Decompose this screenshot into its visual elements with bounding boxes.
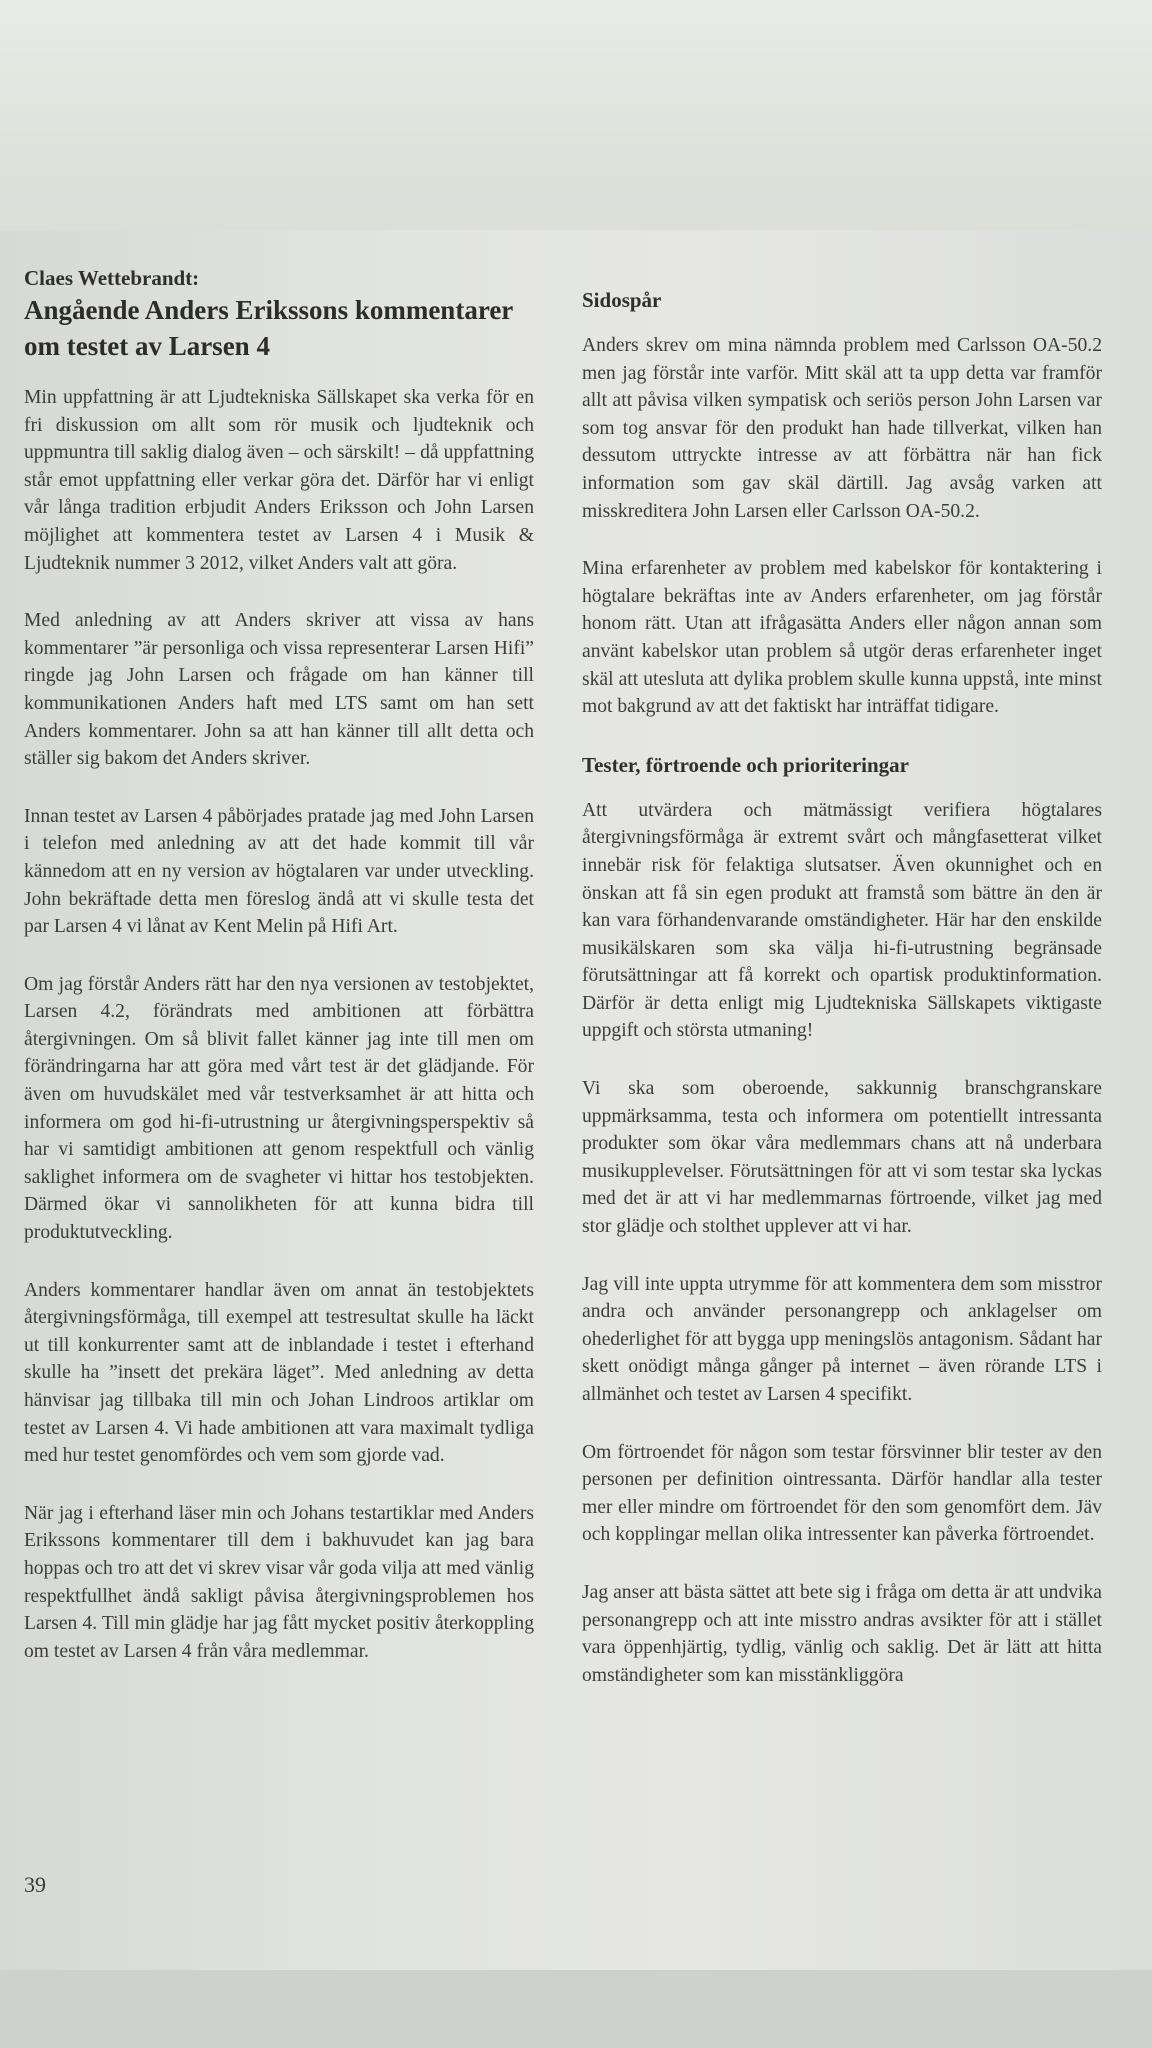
photo-background-top xyxy=(0,0,1152,230)
paragraph: Anders skrev om mina nämnda problem med Carlsson OA-50.2 men jag förstår inte varför. Mitt skäl att ta upp detta var framför allt att påvisa vilken sympatisk och seriös person John Larsen var som tog ansvar för den produkt han hade tillverkat, vilken han dessutom uttryckte intresse av att förbättra när han fick information som gav skäl därtill. Jag avsåg varken att misskreditera John Larsen eller Carlsson OA-50.2. xyxy=(582,335,1102,522)
page-number: 39 xyxy=(24,1872,46,1897)
paragraph: Om jag förstår Anders rätt har den nya versionen av testobjektet, Larsen 4.2, förändrats med ambitionen att förbättra återgivningen. Om så blivit fallet känner jag inte till men om förändringarna har att göra med vårt test är det glädjande. För även om huvudskälet med vår testverksamhet är att hitta och informera om god hi-fi-utrustning ur återgivningsperspektiv så har vi samtidigt ambitionen att genom respektfull och vänlig saklighet informera om de svagheter vi hittar hos testobjekten. Därmed ökar vi sannolikheten för att kunna bidra till produktutveckling. xyxy=(24,973,534,1244)
paragraph: Min uppfattning är att Ljudtekniska Sällskapet ska verka för en fri diskussion om allt som rör musik och ljudteknik och uppmuntra till saklig dialog även – och särskilt! – då uppfattning står emot uppfattning eller verkar göra det. Därför har vi enligt vår långa tradition erbjudit Anders Eriksson och John Larsen möjlighet att kommentera testet av Larsen 4 i Musik & Ljudteknik nummer 3 2012, vilket Anders valt att göra. xyxy=(24,387,534,574)
paragraph: Anders kommentarer handlar även om annat än testobjektets återgivningsförmåga, till exempel att testresultat skulle ha läckt ut till konkurrenter samt att de inblandade i testet i efterhand skulle ha ”insett det prekära läget”. Med anledning av detta hänvisar jag tillbaka till min och Johan Lindroos artiklar om testet av Larsen 4. Vi hade ambitionen att vara maximalt tydliga med hur testet genomfördes och vem som gjorde vad. xyxy=(24,1279,534,1467)
left-column xyxy=(24,264,534,1695)
paragraph: Mina erfarenheter av problem med kabelskor för kontaktering i högtalare bekräftas inte av Anders erfarenheter, om jag förstår honom rätt. Utan att ifrågasätta Anders eller någon annan som använt kabelskor utan problem så utgör deras erfarenheter inget skäl att utesluta att dylika problem skulle kunna uppstå, inte minst mot bakgrund av att det faktiskt har inträffat tidigare. xyxy=(582,558,1102,718)
paragraph: Vi ska som oberoende, sakkunnig branschgranskare uppmärksamma, testa och informera om potentiellt intressanta produkter som ökar våra medlemmars chans att nå underbara musikupplevelser. Förutsättningen för att vi som testar ska lyckas med det är att vi har medlemmarnas förtroende, vilket jag med stor glädje och stolthet upplever att vi har. xyxy=(582,1078,1102,1238)
paragraph: Om förtroendet för någon som testar försvinner blir tester av den personen per definition ointressanta. Därför handlar alla tester mer eller mindre om förtroendet för den som genomfört dem. Jäv och kopplingar mellan olika intressenter kan påverka förtroendet. xyxy=(582,1441,1102,1546)
section-title-tester: Tester, förtroende och prioriteringar xyxy=(582,752,909,777)
paragraph: Med anledning av att Anders skriver att vissa av hans kommentarer ”är personliga och vissa representerar Larsen Hifi” ringde jag John Larsen och frågade om han känner till kommunikationen Anders haft med LTS samt om han sett Anders kommentarer. John sa att han känner till allt detta och ställer sig bakom det Anders skriver. xyxy=(24,610,534,770)
photo-background-bottom xyxy=(0,1970,1152,2048)
article-headline: Angående Anders Erikssons kommentarer om testet av Larsen 4 xyxy=(24,295,513,361)
paragraph: Att utvärdera och mätmässigt verifiera högtalares återgivningsförmåga är extremt svårt och mångfasetterat vilket innebär risk för felaktiga slutsatser. Även okunnighet och en önskan att få sin egen produkt att framstå som bättre än den är kan vara förhandenvarande omständigheter. Här har den enskilde musikälskaren som ska välja hi-fi-utrustning begränsade förutsättningar att få korrekt och opartisk produktinformation. Därför är detta enligt mig Ljudtekniska Sällskapets viktigaste uppgift och största utmaning! xyxy=(582,799,1102,1042)
section-title-sidospar: Sidospår xyxy=(582,288,662,312)
paragraph: När jag i efterhand läser min och Johans testartiklar med Anders Erikssons kommentarer till dem i bakhuvudet kan jag bara hoppas och tro att det vi skrev visar vår goda vilja att med vänlig respektfullhet ändå sakligt påvisa återgivningsproblemen hos Larsen 4. Till min glädje har jag fått mycket positiv återkoppling om testet av Larsen 4 från våra medlemmar. xyxy=(24,1502,534,1662)
paragraph: Innan testet av Larsen 4 påbörjades pratade jag med John Larsen i telefon med anledning av att det hade kommit till vår kännedom att en ny version av högtalaren var under utveckling. John bekräftade detta men föreslog ändå att vi skulle testa det par Larsen 4 vi lånat av Kent Melin på Hifi Art. xyxy=(24,805,534,938)
author-byline: Claes Wettebrandt: xyxy=(24,266,200,290)
paragraph: Jag vill inte uppta utrymme för att kommentera dem som misstror andra och använder personangrepp och anklagelser om ohederlighet för att bygga upp meningslös antagonism. Sådant har skett onödigt många gånger på internet – även rörande LTS i allmänhet och testet av Larsen 4 specifikt. xyxy=(582,1273,1102,1405)
paragraph: Jag anser att bästa sättet att bete sig i fråga om detta är att undvika personangrepp och att inte misstro andras avsikter för att i stället vara öppenhjärtig, tydlig, vänlig och saklig. Det är lätt att hitta omständigheter som kan misstänkliggöra xyxy=(582,1581,1102,1686)
right-column xyxy=(582,286,1102,1719)
